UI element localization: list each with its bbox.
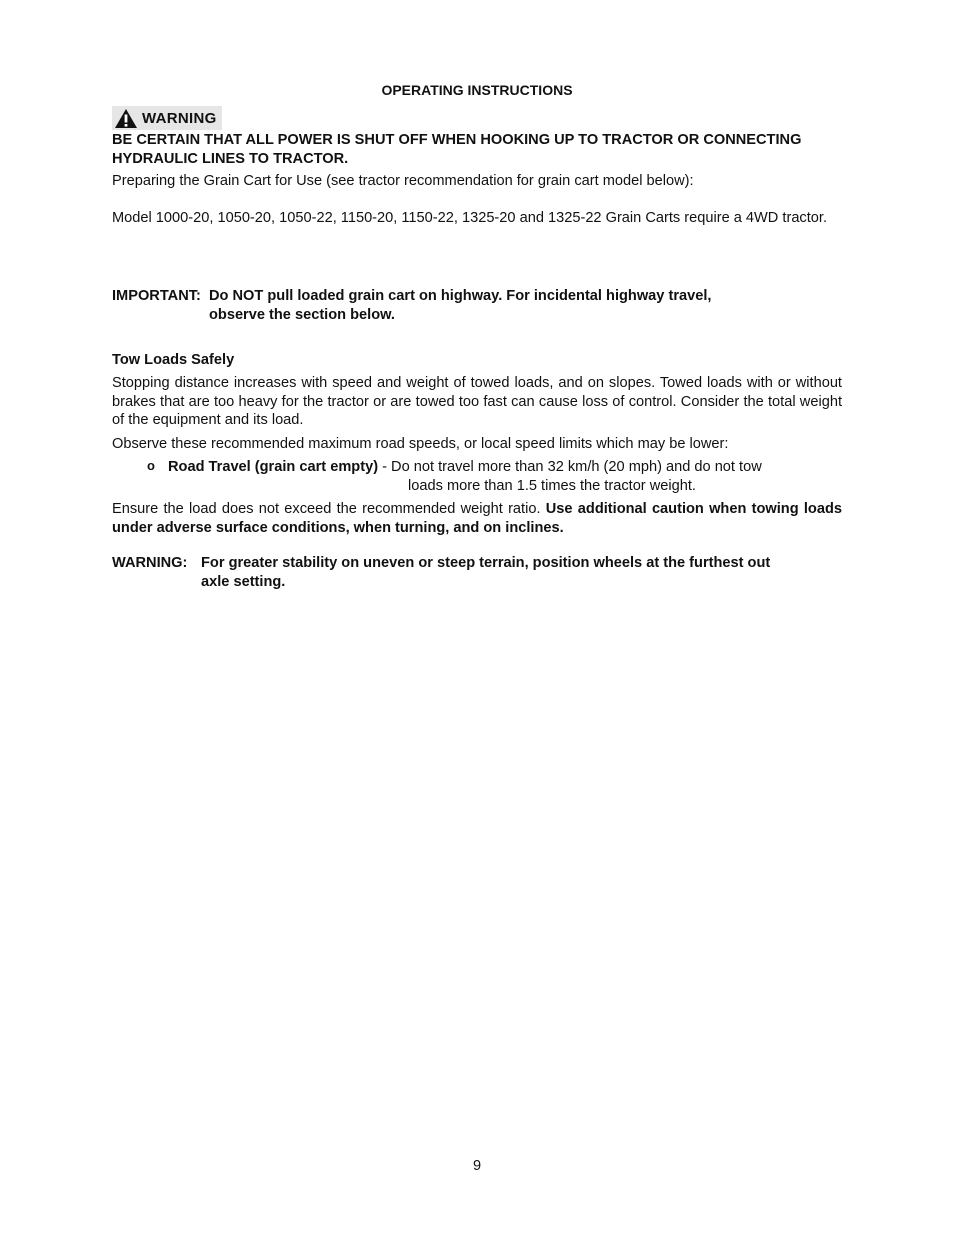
tow-loads-para-2: Observe these recommended maximum road speeds, or local speed limits which may be lower:: [112, 436, 729, 452]
power-warning: [112, 131, 842, 168]
stability-warning-line-1: For greater stability on uneven or steep terrain, position wheels at the furthest out: [201, 555, 771, 571]
important-line-1: Do NOT pull loaded grain cart on highway. For incidental highway travel,: [209, 288, 712, 304]
stability-warning-line-2: axle setting.: [201, 573, 286, 590]
road-travel-line-1: - Do not travel more than 32 km/h (20 mph) and do not tow: [378, 459, 762, 475]
bullet-marker: o: [147, 458, 155, 473]
tow-loads-para-1: Stopping distance increases with speed and weight of towed loads, and on slopes. Towed loads with or without brakes that are too heavy for the tractor or are towed too fast can cause loss of control. Consider the total weight of the equipment and its load.: [112, 375, 842, 428]
tow-loads-para-3-bold: Use additional caution when towing loads under adverse surface conditions, when turning, and on inclines.: [112, 501, 842, 536]
stability-warning-label: WARNING:: [112, 555, 188, 571]
important-label: IMPORTANT:: [112, 288, 201, 304]
warning-triangle-icon: [114, 108, 138, 129]
tow-loads-para-3: [112, 500, 842, 537]
tow-loads-para-3-normal: Ensure the load does not exceed the recommended weight ratio.: [112, 501, 546, 517]
important-line-2: observe the section below.: [209, 306, 395, 323]
preparing-text: Preparing the Grain Cart for Use (see tractor recommendation for grain cart model below):: [112, 173, 694, 189]
page-number: 9: [472, 1158, 482, 1174]
page-title: OPERATING INSTRUCTIONS: [381, 82, 573, 98]
power-warning-line-1: BE CERTAIN THAT ALL POWER IS SHUT OFF WHEN HOOKING UP TO TRACTOR OR CONNECTING: [112, 132, 802, 148]
road-travel-line-2: loads more than 1.5 times the tractor weight.: [408, 477, 696, 494]
models-text: Model 1000-20, 1050-20, 1050-22, 1150-20, 1150-22, 1325-20 and 1325-22 Grain Carts require a 4WD tractor.: [112, 210, 828, 226]
tow-loads-heading: Tow Loads Safely: [112, 352, 235, 368]
power-warning-line-2: HYDRAULIC LINES TO TRACTOR.: [112, 150, 349, 167]
important-notice: [112, 287, 842, 324]
road-travel-label: Road Travel (grain cart empty): [168, 459, 379, 475]
warning-badge-label: WARNING: [142, 109, 217, 127]
warning-badge: [112, 106, 222, 130]
road-travel-item: [168, 458, 848, 495]
stability-warning: [112, 554, 842, 591]
